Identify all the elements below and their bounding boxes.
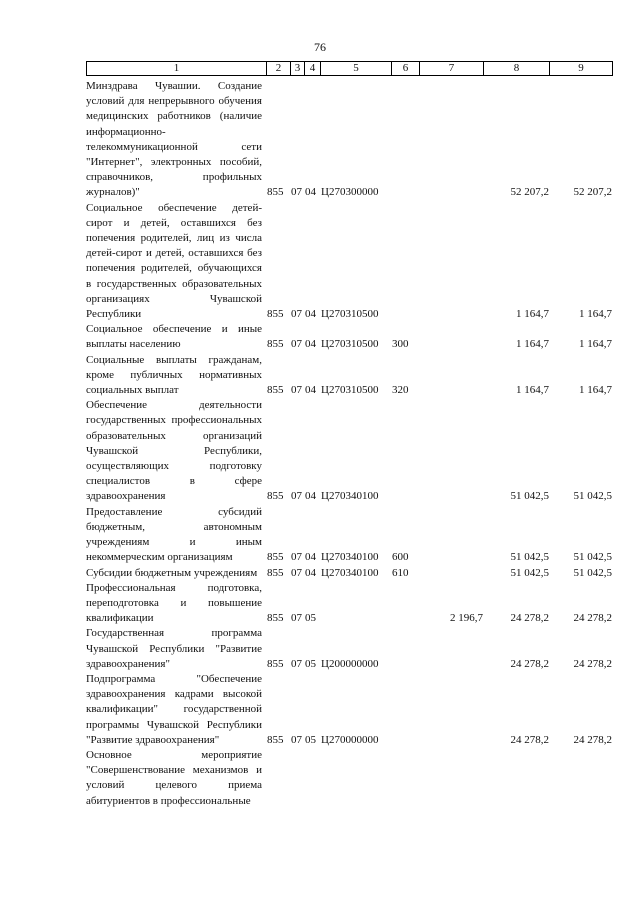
target-article: Ц270310500 — [321, 308, 379, 321]
section-code: 07 — [291, 657, 302, 670]
row-name: Профессиональная подготовка, переподготовка и повышение квалификации — [86, 581, 262, 625]
expense-type — [391, 672, 419, 748]
amount-col7 — [419, 322, 483, 352]
target-article: Ц270310500 — [321, 384, 379, 397]
section-code — [290, 748, 304, 809]
amount-col8: 52 207,2 — [510, 186, 549, 199]
amount-col7 — [419, 79, 483, 201]
target-article: Ц270000000 — [321, 733, 379, 746]
section-code: 07 — [291, 186, 302, 199]
row-name: Обеспечение деятельности государственных профессиональных образовательных организаций Чувашской Республики, осуществляющих подготовку специалистов в сфере здравоохранения — [86, 399, 262, 503]
expense-type: 610 — [392, 566, 409, 579]
subsection-code: 05 — [305, 733, 316, 746]
amount-col7 — [419, 505, 483, 566]
section-code: 07 — [291, 384, 302, 397]
expense-type — [391, 201, 419, 323]
row-name: Предоставление субсидий бюджетным, автономным учреждениям и иным некоммерческим организациям — [86, 505, 262, 564]
section-code: 07 — [291, 308, 302, 321]
admin-code: 855 — [267, 490, 284, 503]
target-article — [320, 748, 391, 809]
amount-col8: 1 164,7 — [516, 384, 549, 397]
subsection-code: 05 — [305, 612, 316, 625]
section-code: 07 — [291, 733, 302, 746]
table-row — [86, 581, 612, 627]
amount-col9: 51 042,5 — [573, 566, 612, 579]
subsection-code: 04 — [305, 308, 316, 321]
amount-col9 — [549, 748, 612, 809]
subsection-code — [304, 748, 320, 809]
admin-code: 855 — [267, 186, 284, 199]
amount-col9: 51 042,5 — [573, 490, 612, 503]
target-article: Ц200000000 — [321, 657, 379, 670]
amount-col8: 51 042,5 — [510, 490, 549, 503]
amount-col9: 24 278,2 — [573, 612, 612, 625]
expense-type — [391, 748, 419, 809]
header-col-1: 1 — [87, 62, 267, 76]
amount-col7 — [419, 201, 483, 323]
table-row — [86, 748, 612, 809]
row-name: Субсидии бюджетным учреждениям — [86, 566, 258, 579]
subsection-code: 05 — [305, 657, 316, 670]
section-code: 07 — [291, 338, 302, 351]
amount-col9: 1 164,7 — [579, 308, 612, 321]
table-row — [86, 566, 612, 581]
table-row — [86, 201, 612, 323]
header-col-7: 7 — [420, 62, 484, 76]
row-name: Минздрава Чувашии. Создание условий для непрерывного обучения медицинских работников (наличие информационно-телекоммуникационной сети "Интернет", электронных пособий, справочников, профильных журналов)" — [86, 80, 262, 199]
amount-col7 — [419, 566, 483, 581]
row-name: Основное мероприятие "Совершенствование механизмов и условий целевого приема абитуриентов в профессиональные — [86, 748, 262, 807]
budget-table — [86, 79, 612, 809]
admin-code: 855 — [267, 566, 284, 579]
section-code: 07 — [291, 490, 302, 503]
expense-type: 600 — [392, 551, 409, 564]
subsection-code: 04 — [305, 384, 316, 397]
header-col-8: 8 — [484, 62, 550, 76]
amount-col7 — [419, 672, 483, 748]
subsection-code: 04 — [305, 490, 316, 503]
target-article: Ц270340100 — [321, 551, 379, 564]
amount-col8: 24 278,2 — [510, 612, 549, 625]
header-col-4: 4 — [305, 62, 321, 76]
admin-code: 855 — [267, 308, 284, 321]
header-col-2: 2 — [267, 62, 291, 76]
amount-col7 — [419, 626, 483, 672]
subsection-code: 04 — [305, 551, 316, 564]
table-row — [86, 322, 612, 352]
table-row — [86, 505, 612, 566]
expense-type: 320 — [392, 384, 409, 397]
table-row — [86, 398, 612, 504]
admin-code: 855 — [267, 612, 284, 625]
admin-code — [266, 748, 290, 809]
table-row — [86, 79, 612, 201]
amount-col8 — [483, 748, 549, 809]
expense-type: 300 — [392, 338, 409, 351]
header-col-9: 9 — [550, 62, 613, 76]
target-article: Ц270300000 — [321, 186, 379, 199]
expense-type — [391, 79, 419, 201]
amount-col9: 24 278,2 — [573, 733, 612, 746]
table-row — [86, 672, 612, 748]
admin-code: 855 — [267, 338, 284, 351]
amount-col8: 1 164,7 — [516, 338, 549, 351]
subsection-code: 04 — [305, 186, 316, 199]
subsection-code: 04 — [305, 566, 316, 579]
row-name: Социальное обеспечение детей-сирот и детей, оставшихся без попечения родителей, лиц из числа детей-сирот и детей, оставшихся без попечения родителей, обучающихся в государственных образовательных организациях Чувашской Республики — [86, 201, 262, 321]
row-name: Подпрограмма "Обеспечение здравоохранения кадрами высокой квалификации" государственной программы Чувашской Республики "Развитие здравоохранения" — [86, 672, 262, 746]
amount-col9: 24 278,2 — [573, 657, 612, 670]
table-header — [86, 61, 613, 76]
amount-col8: 24 278,2 — [510, 657, 549, 670]
header-col-3: 3 — [291, 62, 305, 76]
amount-col9: 1 164,7 — [579, 338, 612, 351]
amount-col9: 1 164,7 — [579, 384, 612, 397]
amount-col8: 24 278,2 — [510, 733, 549, 746]
header-col-5: 5 — [321, 62, 392, 76]
table-row — [86, 626, 612, 672]
expense-type — [391, 398, 419, 504]
row-name: Социальные выплаты гражданам, кроме публичных нормативных социальных выплат — [86, 353, 262, 397]
amount-col8: 51 042,5 — [510, 551, 549, 564]
section-code: 07 — [291, 551, 302, 564]
target-article — [320, 581, 391, 627]
expense-type — [391, 581, 419, 627]
row-name: Государственная программа Чувашской Республики "Развитие здравоохранения" — [86, 627, 262, 670]
expense-type — [391, 626, 419, 672]
amount-col7: 2 196,7 — [450, 612, 483, 625]
amount-col7 — [419, 353, 483, 399]
amount-col7 — [419, 748, 483, 809]
section-code: 07 — [291, 612, 302, 625]
amount-col9: 52 207,2 — [573, 186, 612, 199]
row-name: Социальное обеспечение и иные выплаты населению — [86, 323, 262, 351]
amount-col9: 51 042,5 — [573, 551, 612, 564]
subsection-code: 04 — [305, 338, 316, 351]
target-article: Ц270340100 — [321, 490, 379, 503]
admin-code: 855 — [267, 551, 284, 564]
page-number: 76 — [314, 40, 326, 54]
section-code: 07 — [291, 566, 302, 579]
admin-code: 855 — [267, 657, 284, 670]
header-col-6: 6 — [392, 62, 420, 76]
amount-col7 — [419, 398, 483, 504]
table-row — [86, 353, 612, 399]
amount-col8: 1 164,7 — [516, 308, 549, 321]
amount-col8: 51 042,5 — [510, 566, 549, 579]
admin-code: 855 — [267, 384, 284, 397]
target-article: Ц270310500 — [321, 338, 379, 351]
admin-code: 855 — [267, 733, 284, 746]
target-article: Ц270340100 — [321, 566, 379, 579]
